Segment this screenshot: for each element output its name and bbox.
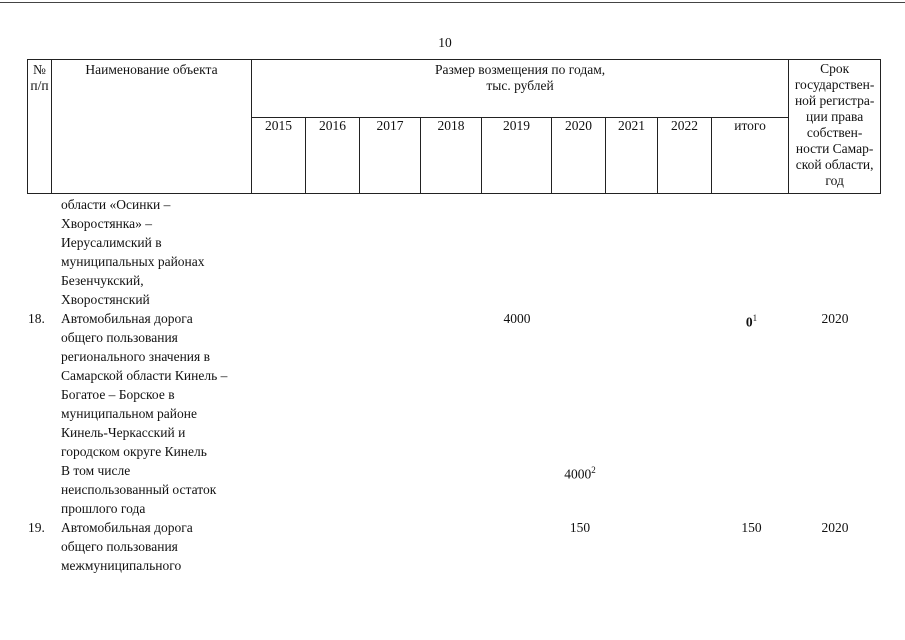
row-18-name-line: Самарской области Кинель –	[61, 368, 228, 383]
continued-line: Хворостянский	[61, 292, 150, 307]
row-18-sub-name-line: неиспользованный остаток	[61, 482, 217, 497]
row-18-name-line: Кинель-Черкасский и	[61, 425, 186, 440]
header-year-2016: 2016	[306, 118, 360, 194]
continued-line: Иерусалимский в	[61, 235, 162, 250]
row-18-sub-name-line: В том числе	[61, 463, 131, 478]
row-18-sub-value: 4000	[564, 466, 592, 482]
continued-line: Хворостянка» –	[61, 216, 152, 231]
row-19-term: 2020	[821, 520, 849, 535]
header-name-cell	[52, 60, 252, 194]
header-year-2020: 2020	[552, 118, 606, 194]
row-18-value-2019: 4000	[503, 311, 531, 326]
header-year-2017: 2017	[360, 118, 421, 194]
header-num-label: № п/п	[30, 62, 49, 93]
header-term-label: Срок государствен-ной регистра-ции права собствен-ности Самар-ской области, год	[794, 61, 875, 188]
header-year-2022: 2022	[658, 118, 712, 194]
row-18-total	[713, 309, 790, 332]
row-18-name-line: Богатое – Борское в	[61, 387, 175, 402]
header-year-2021: 2021	[606, 118, 658, 194]
row-18-sub-value-2020	[552, 461, 608, 484]
continued-line: области «Осинки –	[61, 197, 171, 212]
row-18-name-line: регионального значения в	[61, 349, 210, 364]
page-number: 10	[438, 35, 452, 50]
header-year-2019: 2019	[482, 118, 552, 194]
header-amount-unit: тыс. рублей	[486, 78, 554, 93]
row-18-name-line: общего пользования	[61, 330, 178, 345]
scan-edge-line	[0, 2, 905, 3]
footnote-marker: 1	[752, 313, 758, 323]
row-18-term: 2020	[821, 311, 849, 326]
continued-line: Безенчукский,	[61, 273, 144, 288]
header-total: итого	[712, 118, 789, 194]
header-term-cell	[789, 60, 881, 194]
row-19-number: 19.	[28, 520, 45, 535]
table-header	[27, 59, 881, 194]
row-18-name-line: городском округе Кинель	[61, 444, 207, 459]
row-18-name-line: Автомобильная дорога	[61, 311, 193, 326]
header-amount-title: Размер возмещения по годам,	[435, 62, 606, 77]
header-amount-cell	[252, 60, 789, 118]
header-num-cell	[28, 60, 52, 194]
header-year-2018: 2018	[421, 118, 482, 194]
row-18-number: 18.	[28, 311, 45, 326]
row-19-name-line: межмуниципального	[61, 558, 182, 573]
row-18-name-line: муниципальном районе	[61, 406, 197, 421]
row-19-total: 150	[741, 520, 762, 535]
row-19-name-line: Автомобильная дорога	[61, 520, 193, 535]
row-19-value-2020: 150	[569, 520, 591, 535]
footnote-marker: 2	[591, 465, 596, 475]
header-name-label: Наименование объекта	[85, 62, 218, 77]
row-19-name-line: общего пользования	[61, 539, 178, 554]
row-18-total-value: 0	[745, 314, 753, 330]
row-18-sub-name-line: прошлого года	[61, 501, 146, 516]
continued-line: муниципальных районах	[61, 254, 205, 269]
header-year-2015: 2015	[252, 118, 306, 194]
